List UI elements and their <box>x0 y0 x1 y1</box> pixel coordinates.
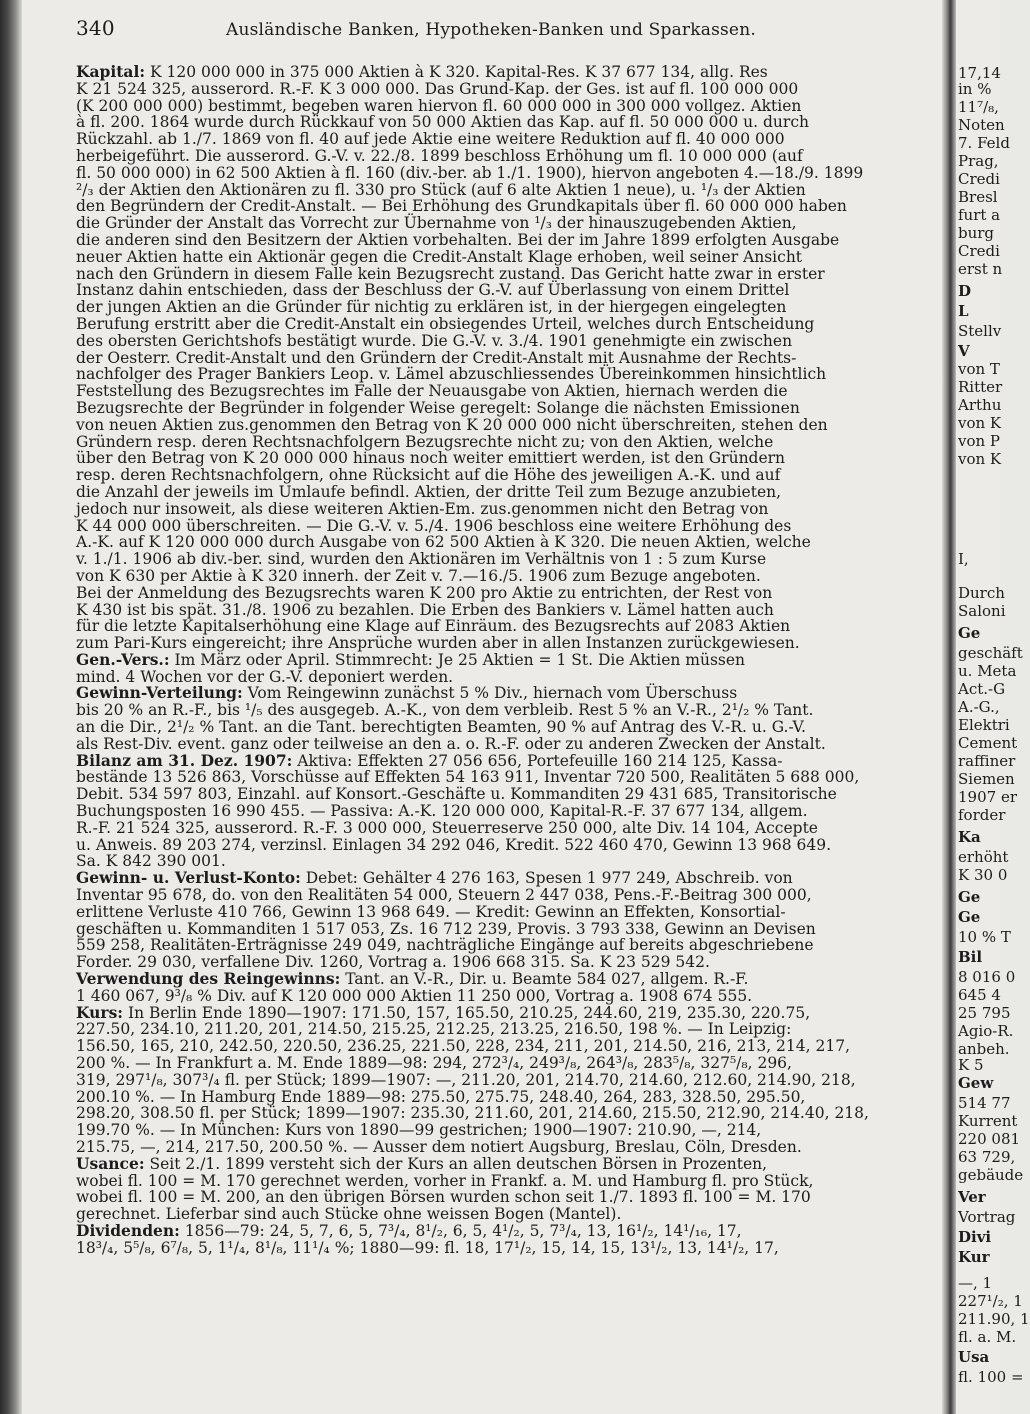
text-line <box>76 350 940 367</box>
adjacent-text-fragment: Kur <box>958 1248 990 1266</box>
adjacent-text-fragment: Saloni <box>958 602 1006 620</box>
section-label: Bilanz am 31. Dez. 1907: <box>76 750 293 770</box>
adjacent-text-fragment: 8 016 0 <box>958 968 1016 986</box>
adjacent-page-column <box>956 64 1030 1404</box>
line-text: als Rest-Div. event. ganz oder teilweise an den a. o. R.-F. oder zu anderen Zwecken der Anstalt. <box>76 734 826 753</box>
line-text: Gründern resp. deren Rechtsnachfolgern Bezugsrechte nicht zu; von den Aktien, welche <box>76 432 774 451</box>
adjacent-text-fragment: Gew <box>958 1074 994 1092</box>
text-line <box>76 282 940 299</box>
text-line <box>76 518 940 535</box>
adjacent-text-fragment: von K <box>958 414 1002 432</box>
line-text: Im März oder April. Stimmrecht: Je 25 Aktien = 1 St. Die Aktien müssen <box>169 650 746 669</box>
text-line <box>76 1089 940 1106</box>
adjacent-text-fragment: Ver <box>958 1188 986 1206</box>
text-line <box>76 98 940 115</box>
line-text: K 21 524 325, ausserord. R.-F. K 3 000 000. Das Grund-Kap. der Ges. ist auf fl. 100 000 000 <box>76 79 799 98</box>
text-line <box>76 551 940 568</box>
text-line <box>76 602 940 619</box>
adjacent-text-fragment: 25 795 <box>958 1004 1011 1022</box>
adjacent-text-fragment: anbeh. <box>958 1040 1010 1058</box>
line-text: Debet: Gehälter 4 276 163, Spesen 1 977 249, Abschreib. von <box>300 869 793 888</box>
adjacent-text-fragment: fl. 100 = <box>958 1368 1024 1386</box>
text-line <box>76 467 940 484</box>
adjacent-text-fragment: A.-G., <box>958 698 1000 716</box>
adjacent-text-fragment: Bil <box>958 948 983 966</box>
adjacent-text-fragment: 645 4 <box>958 986 1001 1004</box>
line-text: mind. 4 Wochen vor der G.-V. deponiert werden. <box>76 667 454 686</box>
line-text: K 430 ist bis spät. 31./8. 1906 zu bezahlen. Die Erben des Bankiers v. Lämel hatten auch <box>76 600 774 619</box>
adjacent-text-fragment: 17,14 <box>958 64 1001 82</box>
line-text: In Berlin Ende 1890—1907: 171.50, 157, 165.50, 210.25, 244.60, 219, 235.30, 220.75, <box>123 1003 811 1022</box>
line-text: 200 %. — In Frankfurt a. M. Ende 1889—98: 294, 272³/₄, 249³/₈, 264³/₈, 283⁵/₈, 327⁵/₈, 296, <box>76 1054 792 1073</box>
text-line <box>76 618 940 635</box>
section-label: Kurs: <box>76 1002 124 1022</box>
text-line <box>76 820 940 837</box>
text-line <box>76 400 940 417</box>
line-text: zum Pari-Kurs eingereicht; ihre Ansprüche wurden aber in allen Instanzen zurückgewiesen. <box>76 634 800 653</box>
text-line <box>76 635 940 652</box>
text-line <box>76 1240 940 1257</box>
line-text: die Gründer der Anstalt das Vorrecht zur Übernahme von ¹/₃ der hinauszugebenden Aktien, <box>76 214 797 233</box>
text-line <box>76 81 940 98</box>
line-text: der jungen Aktien an die Gründer für nichtig zu erklären ist, in der hiergegen eingelegten <box>76 298 787 317</box>
adjacent-text-fragment: 10 % T <box>958 928 1011 946</box>
adjacent-text-fragment: D <box>958 282 972 300</box>
text-line <box>76 769 940 786</box>
adjacent-text-fragment: Siemen <box>958 770 1015 788</box>
adjacent-text-fragment: 211.90, 1 <box>958 1310 1030 1328</box>
line-text: herbeigeführt. Die ausserord. G.-V. v. 22./8. 1899 beschloss Erhöhung um fl. 10 000 000 (auf <box>76 146 803 165</box>
adjacent-text-fragment: geschäft <box>958 644 1023 662</box>
line-text: à fl. 200. 1864 wurde durch Rückkauf von 50 000 Aktien das Kap. auf fl. 50 000 000 u. durch <box>76 113 809 132</box>
adjacent-text-fragment: —, 1 <box>958 1274 993 1292</box>
section-label: Gen.-Vers.: <box>76 649 170 669</box>
text-line <box>76 165 940 182</box>
adjacent-text-fragment: Prag, <box>958 152 999 170</box>
line-text: Instanz dahin entschieden, dass der Beschluss der G.-V. auf Überlassung von einem Drittel <box>76 281 790 300</box>
page-gutter-shadow <box>942 0 956 1414</box>
text-line <box>76 366 940 383</box>
line-text: 1856—79: 24, 5, 7, 6, 5, 7³/₄, 8¹/₂, 6, 5, 4¹/₂, 5, 7³/₄, 13, 16¹/₂, 14¹/₁₆, 17, <box>179 1221 742 1240</box>
adjacent-text-fragment: Act.-G <box>958 680 1006 698</box>
line-text: v. 1./1. 1906 ab div.-ber. sind, wurden den Aktionären im Verhältnis von 1 : 5 zum Kurse <box>76 550 767 569</box>
line-text: ²/₃ der Aktien den Aktionären zu fl. 330 pro Stück (auf 6 alte Aktien 1 neue), u. ¹/₃ der Aktien <box>76 180 806 199</box>
line-text: wobei fl. 100 = M. 170 gerechnet werden, vorher in Frankf. a. M. und Hamburg fl. pro Stück, <box>76 1171 814 1190</box>
text-line <box>76 1055 940 1072</box>
text-line <box>76 450 940 467</box>
line-text: die anderen sind den Besitzern der Aktien vorbehalten. Bei der im Jahre 1899 erfolgten Ausgabe <box>76 230 840 249</box>
line-text: Berufung erstritt aber die Credit-Anstalt ein obsiegendes Urteil, welches durch Entscheidung <box>76 314 815 333</box>
line-text: Rückzahl. ab 1./7. 1869 von fl. 40 auf jede Aktie eine weitere Reduktion auf fl. 40 000 000 <box>76 130 785 149</box>
text-line <box>76 921 940 938</box>
adjacent-text-fragment: Arthu <box>958 396 1002 414</box>
adjacent-text-fragment: Credi <box>958 242 1000 260</box>
adjacent-text-fragment: erst n <box>958 260 1003 278</box>
line-text: Bezugsrechte der Begründer in folgender Weise geregelt: Solange die nächsten Emissionen <box>76 398 800 417</box>
line-text: Inventar 95 678, do. von den Realitäten 54 000, Steuern 2 447 038, Pens.-F.-Beitrag 300 000, <box>76 886 812 905</box>
line-text: Vom Reingewinn zunächst 5 % Div., hiernach vom Überschuss <box>242 684 738 703</box>
text-line <box>76 64 940 81</box>
adjacent-text-fragment: Durch <box>958 584 1005 602</box>
adjacent-text-fragment: burg <box>958 224 995 242</box>
line-text: Forder. 29 030, verfallene Div. 1260, Vortrag a. 1906 668 315. Sa. K 23 529 542. <box>76 953 710 972</box>
adjacent-text-fragment: von T <box>958 360 1000 378</box>
line-text: 199.70 %. — In München: Kurs von 1890—99 gestrichen; 1900—1907: 210.90, —, 214, <box>76 1121 762 1140</box>
line-text: wobei fl. 100 = M. 200, an den übrigen Börsen wurden schon seit 1./7. 1893 fl. 100 = M. 170 <box>76 1188 811 1207</box>
line-text: R.-F. 21 524 325, ausserord. R.-F. 3 000 000, Steuerreserve 250 000, alte Div. 14 104, Accepte <box>76 818 818 837</box>
adjacent-text-fragment: 514 77 <box>958 1094 1011 1112</box>
adjacent-text-fragment: Ritter <box>958 378 1003 396</box>
adjacent-text-fragment: L <box>958 302 969 320</box>
line-text: 156.50, 165, 210, 242.50, 220.50, 236.25, 221.50, 228, 234, 211, 201, 214.50, 216, 213, 214, 217, <box>76 1037 850 1056</box>
adjacent-text-fragment: Usa <box>958 1348 990 1366</box>
line-text: (K 200 000 000) bestimmt, begeben waren hiervon fl. 60 000 000 in 300 000 vollgez. Aktien <box>76 96 802 115</box>
text-line <box>76 649 940 669</box>
text-line <box>76 417 940 434</box>
text-line <box>76 1038 940 1055</box>
adjacent-text-fragment: gebäude <box>958 1166 1024 1184</box>
line-text: Tant. an V.-R., Dir. u. Beamte 584 027, allgem. R.-F. <box>340 970 749 989</box>
text-line <box>76 198 940 215</box>
text-line <box>76 702 940 719</box>
section-label: Gewinn- u. Verlust-Konto: <box>76 868 301 888</box>
text-line <box>76 904 940 921</box>
text-line <box>76 1153 940 1173</box>
text-line <box>76 719 940 736</box>
adjacent-text-fragment: Ka <box>958 828 981 846</box>
line-text: des obersten Gerichtshofs bestätigt wurde. Die G.-V. v. 3./4. 1901 genehmigte ein zwischen <box>76 331 793 350</box>
adjacent-text-fragment: 227¹/₂, 1 <box>958 1292 1023 1310</box>
text-line <box>76 266 940 283</box>
text-line <box>76 1072 940 1089</box>
line-text: bestände 13 526 863, Vorschüsse auf Effekten 54 163 911, Inventar 720 500, Realitäten 5 688 000, <box>76 768 860 787</box>
text-line <box>76 1122 940 1139</box>
text-line <box>76 887 940 904</box>
line-text: über den Betrag von K 20 000 000 hinaus noch weiter emittiert werden, ist den Gründern <box>76 449 786 468</box>
line-text: 227.50, 234.10, 211.20, 201, 214.50, 215.25, 212.25, 213.25, 216.50, 198 %. — In Leipzig: <box>76 1020 792 1039</box>
line-text: den Begründern der Credit-Anstalt. — Bei Erhöhung des Grundkapitals über fl. 60 000 000 haben <box>76 197 847 216</box>
adjacent-text-fragment: Bresl <box>958 188 998 206</box>
adjacent-text-fragment: 11⁷/₈, <box>958 98 999 116</box>
text-line <box>76 434 940 451</box>
adjacent-text-fragment: 220 081 <box>958 1130 1021 1148</box>
line-text: K 120 000 000 in 375 000 Aktien à K 320. Kapital-Res. K 37 677 134, allg. Res <box>145 63 768 81</box>
line-text: Seit 2./1. 1899 versteht sich der Kurs an allen deutschen Börsen in Prozenten, <box>144 1154 768 1173</box>
line-text: 559 258, Realitäten-Erträgnisse 249 049, nachträgliche Eingänge auf bereits abgeschriebene <box>76 936 814 955</box>
line-text: bis 20 % an R.-F., bis ¹/₅ des ausgegeb. A.-K., von dem verbleib. Rest 5 % an V.-R., 2¹/₂ % Tant. <box>76 701 814 720</box>
line-text: nachfolger des Prager Bankiers Leop. v. Lämel abzuschliessendes Übereinkommen hinsichtlich <box>76 365 827 384</box>
text-line <box>76 383 940 400</box>
line-text: die Anzahl der jeweils im Umlaufe befindl. Aktien, der dritte Teil zum Bezuge anzubieten, <box>76 482 782 501</box>
adjacent-text-fragment: I, <box>958 550 969 568</box>
text-line <box>76 333 940 350</box>
text-line <box>76 1021 940 1038</box>
adjacent-text-fragment: K 5 <box>958 1056 984 1074</box>
line-text: Sa. K 842 390 001. <box>76 852 226 871</box>
text-line <box>76 182 940 199</box>
adjacent-text-fragment: V <box>958 342 970 360</box>
adjacent-text-fragment: u. Meta <box>958 662 1017 680</box>
adjacent-text-fragment: in % <box>958 80 992 98</box>
section-label: Usance: <box>76 1153 145 1173</box>
line-text: Buchungsposten 16 990 455. — Passiva: A.-K. 120 000 000, Kapital-R.-F. 37 677 134, allgem. <box>76 802 808 821</box>
line-text: neuer Aktien hatte ein Aktionär gegen die Credit-Anstalt Klage erhoben, weil seiner Ansicht <box>76 247 803 266</box>
text-line <box>76 148 940 165</box>
line-text: Aktiva: Effekten 27 056 656, Portefeuille 160 214 125, Kassa- <box>292 751 783 770</box>
adjacent-text-fragment: K 30 0 <box>958 866 1008 884</box>
adjacent-text-fragment: Ge <box>958 908 981 926</box>
adjacent-text-fragment: Kurrent <box>958 1112 1018 1130</box>
line-text: jedoch nur insoweit, als diese weiteren Aktien-Em. zus.genommen nicht den Betrag von <box>76 499 769 518</box>
text-line <box>76 114 940 131</box>
adjacent-text-fragment: Vortrag <box>958 1208 1016 1226</box>
line-text: Bei der Anmeldung des Bezugsrechts waren K 200 pro Aktie zu entrichten, der Rest von <box>76 583 773 602</box>
text-line <box>76 232 940 249</box>
text-line <box>76 1105 940 1122</box>
text-line <box>76 1173 940 1190</box>
text-line <box>76 1189 940 1206</box>
adjacent-text-fragment: Cement <box>958 734 1018 752</box>
page-number: 340 <box>76 16 115 40</box>
adjacent-text-fragment: Agio-R. <box>958 1022 1014 1040</box>
line-text: Feststellung des Bezugsrechtes im Falle der Neuausgabe von Aktien, hiernach werden die <box>76 382 788 401</box>
section-label: Dividenden: <box>76 1220 180 1240</box>
line-text: 200.10 %. — In Hamburg Ende 1889—98: 275.50, 275.75, 248.40, 264, 283, 328.50, 295.50, <box>76 1087 806 1106</box>
line-text: 1 460 067, 9³/₈ % Div. auf K 120 000 000 Aktien 11 250 000, Vortrag a. 1908 674 555. <box>76 986 753 1005</box>
page-header <box>76 14 936 46</box>
section-label: Kapital: <box>76 62 146 81</box>
line-text: resp. deren Rechtsnachfolgern, ohne Rücksicht auf die Höhe des jeweiligen A.-K. und auf <box>76 466 781 485</box>
text-line <box>76 803 940 820</box>
line-text: erlittene Verluste 410 766, Gewinn 13 968 649. — Kredit: Gewinn an Effekten, Konsortial- <box>76 902 786 921</box>
line-text: Debit. 534 597 803, Einzahl. auf Konsort.-Geschäfte u. Kommanditen 29 431 685, Transitorische <box>76 785 837 804</box>
text-line <box>76 870 940 887</box>
adjacent-text-fragment: 7. Feld <box>958 134 1010 152</box>
text-line <box>76 786 940 803</box>
adjacent-text-fragment: raffiner <box>958 752 1016 770</box>
text-line <box>76 1002 940 1022</box>
text-line <box>76 534 940 551</box>
text-line <box>76 215 940 232</box>
line-text: 18³/₄, 5⁵/₈, 6⁷/₈, 5, 1¹/₄, 8¹/₈, 11¹/₄ %; 1880—99: fl. 18, 17¹/₂, 15, 14, 15, 13¹/₂, 13, 14¹/₂, 17, <box>76 1238 779 1257</box>
adjacent-text-fragment: 63 729, <box>958 1148 1016 1166</box>
text-line <box>76 131 940 148</box>
adjacent-text-fragment: Ge <box>958 624 981 642</box>
line-text: fl. 50 000 000) in 62 500 Aktien à fl. 160 (div.-ber. ab 1./1. 1900), hiervon angeboten 4.—18./9. 1899 <box>76 163 864 182</box>
adjacent-text-fragment: Credi <box>958 170 1000 188</box>
adjacent-text-fragment: Noten <box>958 116 1005 134</box>
text-line <box>76 1220 940 1240</box>
line-text: A.-K. auf K 120 000 000 durch Ausgabe von 62 500 Aktien à K 320. Die neuen Aktien, welche <box>76 533 811 552</box>
adjacent-text-fragment: Stellv <box>958 322 1002 340</box>
line-text: von neuen Aktien zus.genommen den Betrag von K 20 000 000 nicht überschreiten, stehen den <box>76 415 828 434</box>
section-label: Gewinn-Verteilung: <box>76 683 243 703</box>
adjacent-text-fragment: von P <box>958 432 1001 450</box>
text-line <box>76 1139 940 1156</box>
text-line <box>76 585 940 602</box>
text-line <box>76 316 940 333</box>
line-text: an die Dir., 2¹/₂ % Tant. an die Tant. berechtigten Beamten, 90 % auf Antrag des V.-R. u. G.-V. <box>76 718 806 737</box>
line-text: nach den Gründern in diesem Falle kein Bezugsrecht zustand. Das Gericht hatte zwar in erster <box>76 264 825 283</box>
section-label: Verwendung des Reingewinns: <box>76 969 341 989</box>
adjacent-text-fragment: furt a <box>958 206 1001 224</box>
text-line <box>76 750 940 770</box>
book-spine-shadow <box>0 0 22 1414</box>
text-line <box>76 1206 940 1223</box>
text-line <box>76 501 940 518</box>
line-text: 298.20, 308.50 fl. per Stück; 1899—1907: 235.30, 211.60, 201, 214.60, 215.50, 212.90, 214.40, 218, <box>76 1104 869 1123</box>
text-line <box>76 568 940 585</box>
adjacent-text-fragment: fl. a. M. <box>958 1328 1017 1346</box>
line-text: u. Anweis. 89 203 274, verzinsl. Einlagen 34 292 046, Kredit. 522 460 470, Gewinn 13 968 649. <box>76 835 832 854</box>
text-line <box>76 685 940 702</box>
adjacent-text-fragment: von K <box>958 450 1002 468</box>
text-line <box>76 937 940 954</box>
line-text: 215.75, —, 214, 217.50, 200.50 %. — Ausser dem notiert Augsburg, Breslau, Cöln, Dresden. <box>76 1138 802 1156</box>
line-text: 319, 297¹/₈, 307³/₄ fl. per Stück; 1899—1907: —, 211.20, 201, 214.70, 214.60, 212.60, 214.90, 218, <box>76 1070 856 1089</box>
text-line <box>76 484 940 501</box>
adjacent-text-fragment: 1907 er <box>958 788 1017 806</box>
text-line <box>76 299 940 316</box>
text-line <box>76 249 940 266</box>
adjacent-text-fragment: forder <box>958 806 1006 824</box>
text-line <box>76 988 940 1005</box>
main-text-column <box>76 64 940 1404</box>
text-line <box>76 837 940 854</box>
line-text: geschäften u. Kommanditen 1 517 053, Zs. 16 712 239, Provis. 3 793 338, Gewinn an Devisen <box>76 919 816 938</box>
line-text: K 44 000 000 überschreiten. — Die G.-V. v. 5./4. 1906 beschloss eine weitere Erhöhung des <box>76 516 792 535</box>
adjacent-text-fragment: Divi <box>958 1228 992 1246</box>
running-title: Ausländische Banken, Hypotheken-Banken und Sparkassen. <box>226 20 756 40</box>
adjacent-text-fragment: Elektri <box>958 716 1010 734</box>
line-text: gerechnet. Lieferbar sind auch Stücke ohne weissen Bogen (Mantel). <box>76 1205 622 1224</box>
adjacent-text-fragment: Ge <box>958 888 981 906</box>
text-line <box>76 971 940 988</box>
line-text: von K 630 per Aktie à K 320 innerh. der Zeit v. 7.—16./5. 1906 zum Bezuge angeboten. <box>76 566 761 585</box>
line-text: der Oesterr. Credit-Anstalt und den Gründern der Credit-Anstalt mit Ausnahme der Rechts- <box>76 348 797 367</box>
line-text: für die letzte Kapitalserhöhung eine Klage auf Einräum. des Bezugsrechts auf 2083 Aktien <box>76 617 791 636</box>
adjacent-text-fragment: erhöht <box>958 848 1009 866</box>
